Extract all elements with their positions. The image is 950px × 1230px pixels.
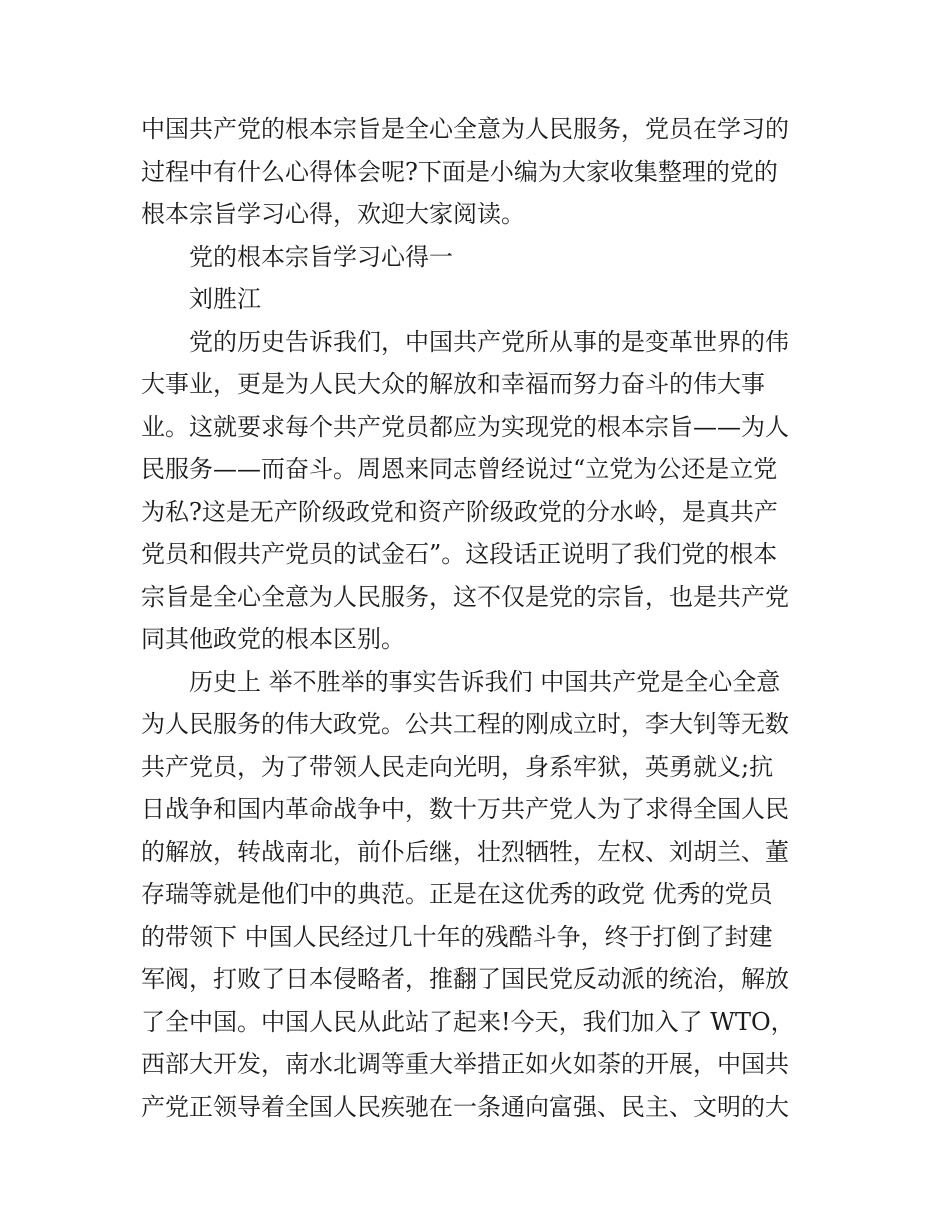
paragraph-intro <box>141 108 813 236</box>
text-line: 中国共产党的根本宗旨是全心全意为人民服务，党员在学习的 <box>141 115 789 143</box>
paragraph-examples <box>141 661 813 1129</box>
document-body <box>141 108 813 1128</box>
text-line: 根本宗旨学习心得，欢迎大家阅读。 <box>141 200 525 228</box>
text-line: 的解放，转战南北，前仆后继，壮烈牺牲，左权、刘胡兰、董 <box>141 837 789 866</box>
text-line: 宗旨是全心全意为人民服务，这不仅是党的宗旨，也是共产党 <box>141 582 789 611</box>
text-line: 军阀，打败了日本侵略者，推翻了国民党反动派的统治，解放 <box>141 965 789 993</box>
text-line: 共产党员，为了带领人民走向光明，身系牢狱，英勇就义;抗 <box>141 752 774 781</box>
text-line: 为私?这是无产阶级政党和资产阶级政党的分水岭，是真共产 <box>141 497 778 526</box>
text-line: 业。这就要求每个共产党员都应为实现党的根本宗旨——为人 <box>141 412 789 441</box>
text-line: 过程中有什么心得体会呢?下面是小编为大家收集整理的党的 <box>141 157 778 186</box>
text-line: 党的历史告诉我们，中国共产党所从事的是变革世界的伟 <box>189 327 789 356</box>
text-line: 西部大开发，南水北调等重大举措正如火如荼的开展，中国共 <box>141 1050 789 1078</box>
text-line: 存瑞等就是他们中的典范。正是在这优秀的政党 优秀的党员 <box>141 880 773 908</box>
author-line <box>141 278 813 321</box>
text-line: 日战争和国内革命战争中，数十万共产党人为了求得全国人民 <box>141 795 789 823</box>
text-line: 历史上 举不胜举的事实告诉我们 中国共产党是全心全意 <box>189 667 781 696</box>
paragraph-history <box>141 321 813 661</box>
author-name: 刘胜江 <box>189 285 261 313</box>
text-line: 了全中国。中国人民从此站了起来!今天，我们加入了 WTO， <box>141 1007 795 1036</box>
section-heading <box>141 236 813 279</box>
text-line: 党员和假共产党员的试金石”。这段话正说明了我们党的根本 <box>141 540 778 568</box>
text-line: 的带领下 中国人民经过几十年的残酷斗争，终于打倒了封建 <box>141 922 773 951</box>
text-line: 产党正领导着全国人民疾驰在一条通向富强、民主、文明的大 <box>141 1092 789 1121</box>
text-line: 为人民服务的伟大政党。公共工程的刚成立时，李大钊等无数 <box>141 710 789 738</box>
text-line: 同其他政党的根本区别。 <box>141 625 405 653</box>
heading-text: 党的根本宗旨学习心得一 <box>189 242 453 271</box>
text-line: 大事业，更是为人民大众的解放和幸福而努力奋斗的伟大事 <box>141 370 765 398</box>
text-line: 民服务——而奋斗。周恩来同志曾经说过“立党为公还是立党 <box>141 455 778 483</box>
